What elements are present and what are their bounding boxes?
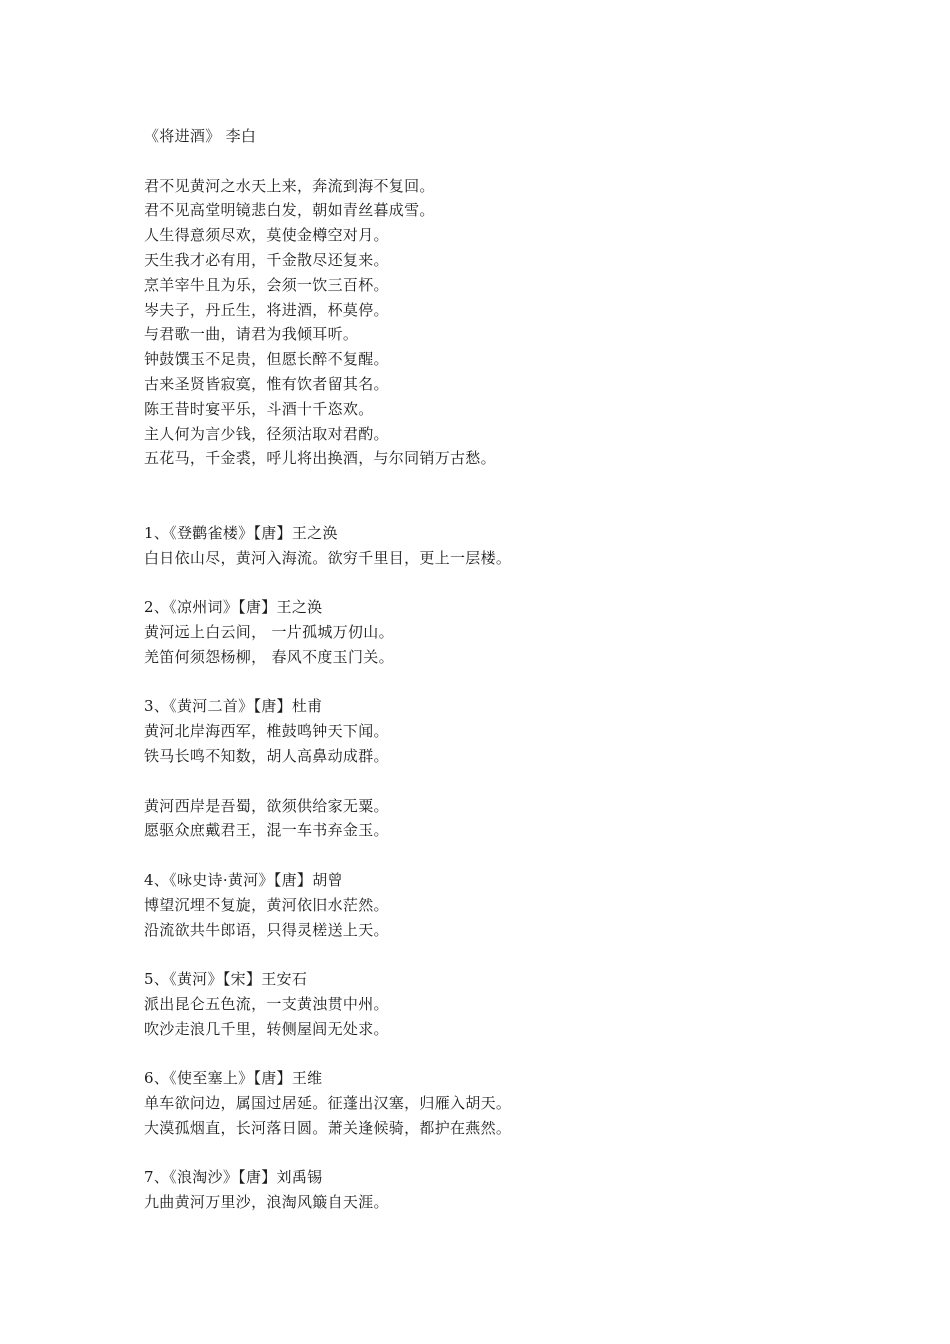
main-poem-body (144, 174, 904, 472)
poem-heading: 4、《咏史诗·黄河》【唐】胡曾 (144, 870, 343, 889)
poem-line: 大漠孤烟直，长河落日圆。萧关逢候骑，都护在燕然。 (144, 1118, 512, 1137)
poem-line: 九曲黄河万里沙，浪淘风簸自天涯。 (144, 1193, 389, 1212)
poem-line: 君不见黄河之水天上来，奔流到海不复回。 (144, 176, 435, 195)
poem-line: 五花马，千金裘，呼儿将出换酒，与尔同销万古愁。 (144, 449, 496, 468)
poem-heading: 5、《黄河》【宋】王安石 (144, 970, 308, 989)
poem-line: 愿驱众庶戴君王，混一车书弃金玉。 (144, 821, 389, 840)
poem-line: 博望沉埋不复旋，黄河依旧水茫然。 (144, 895, 389, 914)
poem-line: 主人何为言少钱，径须沽取对君酌。 (144, 424, 389, 443)
poem-entry (144, 521, 904, 571)
poem-line: 烹羊宰牛且为乐，会须一饮三百杯。 (144, 275, 389, 294)
poem-line: 君不见高堂明镜悲白发，朝如青丝暮成雪。 (144, 201, 435, 220)
spacer (144, 1141, 904, 1166)
poem-entry (144, 1066, 904, 1140)
poem-entry (144, 967, 904, 1041)
poem-line: 黄河西岸是吾蜀，欲须供给家无粟。 (144, 796, 389, 815)
poem-line: 黄河远上白云间， 一片孤城万仞山。 (144, 622, 394, 641)
poem-line: 沿流欲共牛郎语，只得灵槎送上天。 (144, 920, 389, 939)
poem-line: 钟鼓馔玉不足贵，但愿长醉不复醒。 (144, 350, 389, 369)
poem-line: 古来圣贤皆寂寞，惟有饮者留其名。 (144, 374, 389, 393)
poem-line: 黄河北岸海西军，椎鼓鸣钟天下闻。 (144, 722, 389, 741)
poem-heading: 6、《使至塞上》【唐】王维 (144, 1069, 323, 1088)
poem-entry (144, 595, 904, 669)
poem-line: 单车欲问边，属国过居延。征蓬出汉塞，归雁入胡天。 (144, 1094, 512, 1113)
spacer (144, 769, 904, 794)
poem-entry (144, 868, 904, 942)
poem-entry (144, 1165, 904, 1215)
poem-heading: 3、《黄河二首》【唐】杜甫 (144, 697, 323, 716)
spacer (144, 471, 904, 521)
spacer (144, 843, 904, 868)
poem-line: 铁马长鸣不知数，胡人高鼻动成群。 (144, 746, 389, 765)
poem-line: 天生我才必有用，千金散尽还复来。 (144, 250, 389, 269)
poem-line: 吹沙走浪几千里，转侧屋闾无处求。 (144, 1019, 389, 1038)
poem-line: 岑夫子，丹丘生，将进酒，杯莫停。 (144, 300, 389, 319)
poem-line: 陈王昔时宴平乐，斗酒十千恣欢。 (144, 399, 374, 418)
poem-heading: 1、《登鹳雀楼》【唐】王之涣 (144, 523, 338, 542)
spacer (144, 942, 904, 967)
poem-heading: 7、《浪淘沙》【唐】刘禹锡 (144, 1168, 323, 1187)
poem-line: 羌笛何须怨杨柳， 春风不度玉门关。 (144, 647, 394, 666)
poem-heading: 2、《凉州词》【唐】王之涣 (144, 598, 323, 617)
main-poem-title: 《将进酒》 李白 (144, 127, 257, 145)
document-page (144, 124, 904, 1215)
spacer (144, 570, 904, 595)
poem-line: 人生得意须尽欢，莫使金樽空对月。 (144, 226, 389, 245)
spacer (144, 670, 904, 695)
poem-line: 与君歌一曲，请君为我倾耳听。 (144, 325, 359, 344)
spacer (144, 1041, 904, 1066)
spacer (144, 149, 904, 174)
poem-line: 白日依山尽，黄河入海流。欲穷千里目，更上一层楼。 (144, 548, 512, 567)
poem-entry (144, 694, 904, 843)
poem-line: 派出昆仑五色流，一支黄浊贯中州。 (144, 994, 389, 1013)
